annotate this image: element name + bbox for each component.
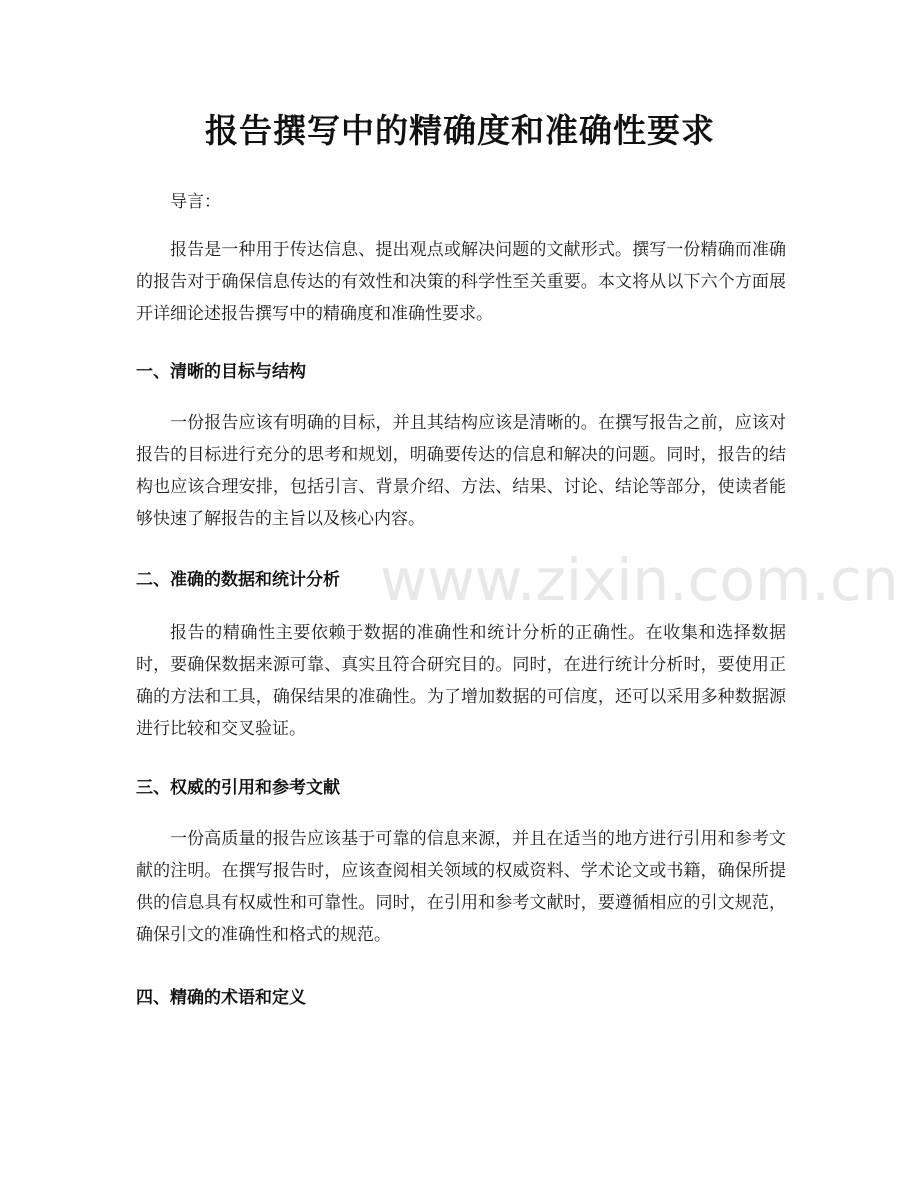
section-paragraph-2: 报告的精确性主要依赖于数据的准确性和统计分析的正确性。在收集和选择数据时，要确保数据来源可靠、真实且符合研究目的。同时，在进行统计分析时，要使用正确的方法和工具，确保结果的准确性。为了增加数据的可信度，还可以采用多种数据源进行比较和交叉验证。: [136, 623, 786, 739]
section-paragraph-3: 一份高质量的报告应该基于可靠的信息来源，并且在适当的地方进行引用和参考文献的注明。在撰写报告时，应该查阅相关领域的权威资料、学术论文或书籍，确保所提供的信息具有权威性和可靠性。同时，在引用和参考文献时，要遵循相应的引文规范，确保引文的准确性和格式的规范。: [136, 829, 786, 945]
intro-paragraph: 报告是一种用于传达信息、提出观点或解决问题的文献形式。撰写一份精确而准确的报告对于确保信息传达的有效性和决策的科学性至关重要。本文将从以下六个方面展开详细论述报告撰写中的精确度和准确性要求。: [136, 240, 786, 324]
watermark: www.zixin.com.cn: [380, 546, 899, 614]
intro-label: 导言：: [170, 192, 221, 212]
section-heading-3: 三、权威的引用和参考文献: [136, 778, 340, 798]
document-title: 报告撰写中的精确度和准确性要求: [205, 111, 715, 150]
section-heading-1: 一、清晰的目标与结构: [136, 362, 306, 382]
section-paragraph-1: 一份报告应该有明确的目标，并且其结构应该是清晰的。在撰写报告之前，应该对报告的目标进行充分的思考和规划，明确要传达的信息和解决的问题。同时，报告的结构也应该合理安排，包括引言、背景介绍、方法、结果、讨论、结论等部分，使读者能够快速了解报告的主旨以及核心内容。: [136, 413, 786, 529]
section-heading-2: 二、准确的数据和统计分析: [136, 570, 340, 590]
section-heading-4: 四、精确的术语和定义: [136, 988, 306, 1008]
